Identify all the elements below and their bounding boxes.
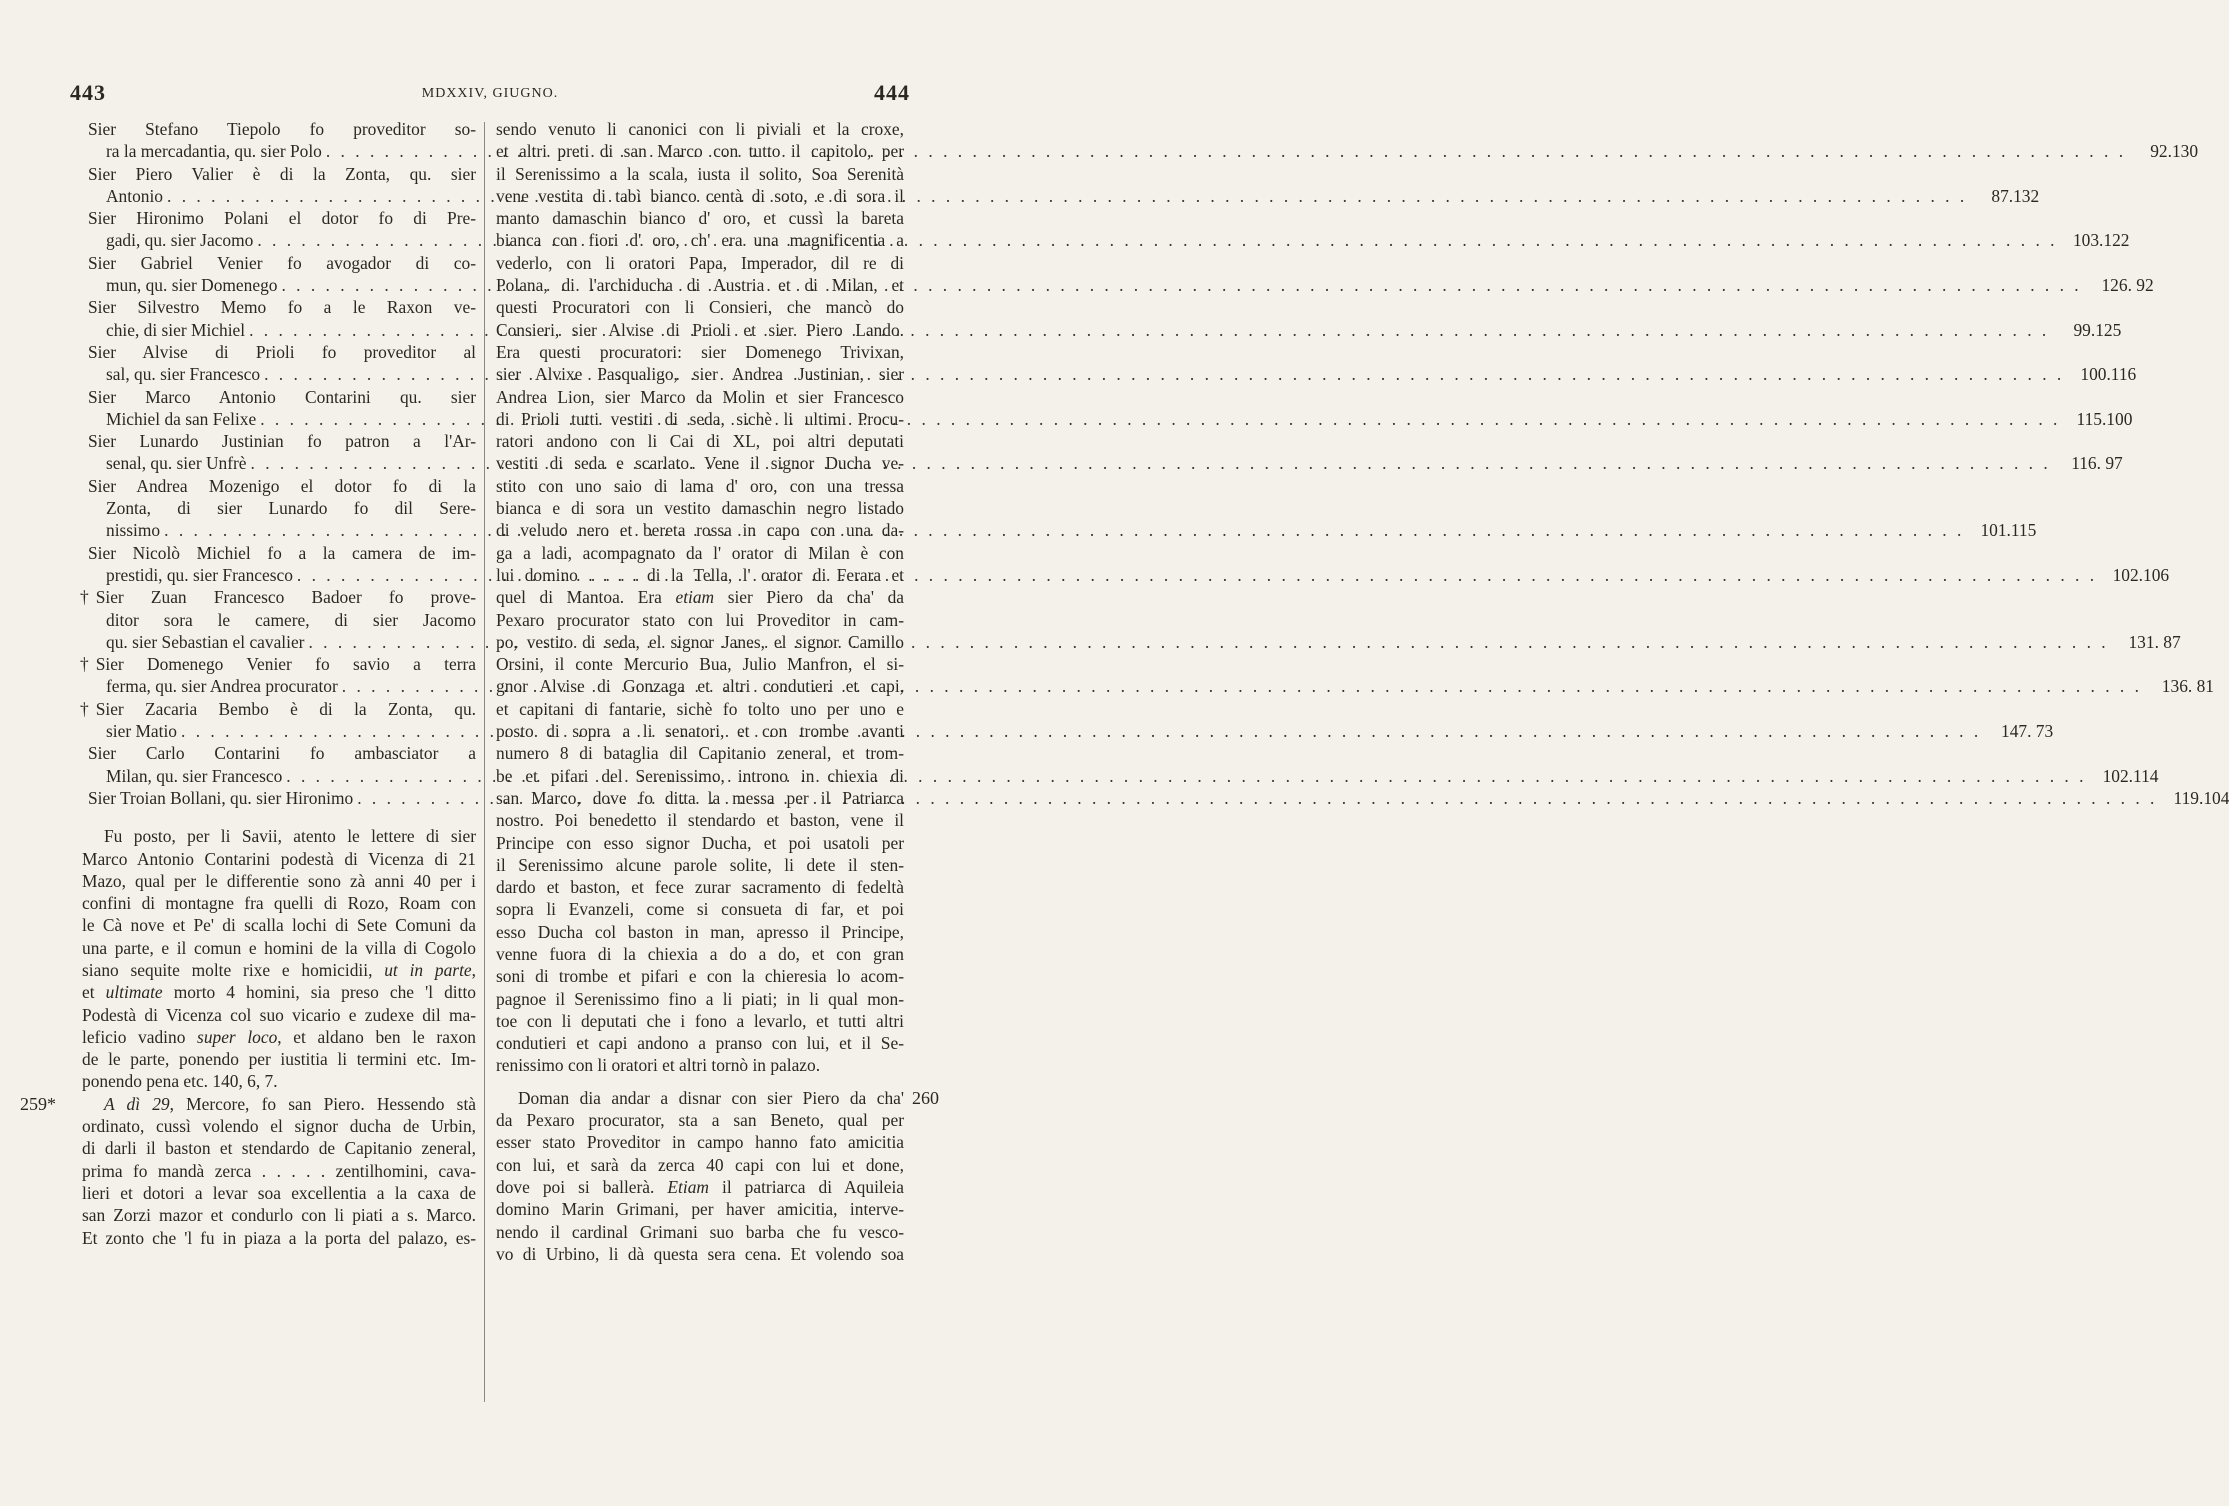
entry-text: sier Matio xyxy=(106,721,177,742)
text-line: nendo il cardinal Grimani suo barba che fu vesco- xyxy=(496,1221,904,1242)
text-line: ponendo pena etc. 140, 6, 7. xyxy=(82,1071,278,1092)
right-column xyxy=(496,118,904,1265)
text-line: sopra li Evanzeli, come si consueta di far, et poi xyxy=(496,899,904,920)
entry-text: Sier Zuan Francesco Badoer fo prove- xyxy=(95,587,476,608)
entry-line xyxy=(82,542,476,564)
text-line: Pexaro procurator stato con lui Proveditor in cam- xyxy=(496,609,904,630)
entry-text: Sier Stefano Tiepolo fo proveditor so- xyxy=(88,119,476,139)
text-line: Mazo, qual per le differentie sono zà anni 40 per i xyxy=(82,870,476,891)
entry-line xyxy=(82,118,476,140)
entry-text: Sier Carlo Contarini fo ambasciator a xyxy=(88,743,476,764)
text-line: nostro. Poi benedetto il stendardo et baston, vene il xyxy=(496,810,904,831)
page-number-right: 444 xyxy=(874,80,910,105)
text-line: stito con uno saio di lama d' oro, con una tressa xyxy=(496,475,904,496)
left-paragraph-1 xyxy=(82,825,476,1093)
right-paragraph-1 xyxy=(496,118,904,1077)
entry-line xyxy=(82,475,476,497)
entry-text: Zonta, di sier Lunardo fo dil Sere- xyxy=(106,498,476,519)
entry-text: mun, qu. sier Domenego xyxy=(106,275,278,296)
dot-leader xyxy=(164,519,1964,541)
text-line: condutieri et capi andono a pranso con lui, et il Se- xyxy=(496,1033,904,1054)
dagger-mark: † xyxy=(80,698,89,719)
vote-count: 136. 81 xyxy=(2161,676,2214,697)
text-line: et ultimate morto 4 homini, sia preso che 'l ditto xyxy=(82,982,476,1003)
entry-text: Sier Hironimo Polani el dotor fo di Pre- xyxy=(88,208,476,229)
entry-text: Sier Nicolò Michiel fo a la camera de im- xyxy=(88,542,476,563)
text-line: Et zonto che 'l fu in piaza a la porta del palazo, es- xyxy=(82,1227,476,1248)
vote-count: 87.132 xyxy=(1991,185,2040,206)
entry-line xyxy=(82,296,476,318)
text-line: ga a ladi, acompagnato da l' orator di Milan è con xyxy=(496,542,904,563)
entry-text: Sier Marco Antonio Contarini qu. sier xyxy=(88,386,476,407)
text-line: ordinato, cussì volendo el signor ducha de Urbin, xyxy=(82,1116,476,1137)
entry-text: Sier Piero Valier è di la Zonta, qu. sier xyxy=(88,163,476,184)
text-line: dove poi si ballerà. Etiam il patriarca di Aquileia xyxy=(496,1176,904,1197)
text-line: il Serenissimo alcune parole solite, li dete il sten- xyxy=(496,854,904,875)
entry-text: ra la mercadantia, qu. sier Polo xyxy=(106,141,322,162)
text-line: vederlo, con li oratori Papa, Imperador, dil re di xyxy=(496,252,904,273)
entry-text: Antonio xyxy=(106,185,164,206)
text-line: questi Procuratori con li Consieri, che mancò do xyxy=(496,297,904,318)
text-line: Polana, di l'archiducha di Austria et di Milan, et xyxy=(496,275,904,296)
entry-line xyxy=(82,430,476,452)
entry-line xyxy=(82,698,476,720)
text-line: de le parte, ponendo per iustitia li termini etc. Im- xyxy=(82,1049,476,1070)
text-line: sier Alvixe Pasqualigo, sier Andrea Justinian, sier xyxy=(496,364,904,385)
text-line: bianca e di sora un vestito damaschin negro listado xyxy=(496,498,904,519)
text-line: A dì 29, Mercore, fo san Piero. Hessendo stà xyxy=(104,1093,476,1114)
text-line: di veludo nero et bereta rossa in capo con una da- xyxy=(496,520,904,541)
entry-text: Sier Gabriel Venier fo avogador di co- xyxy=(88,252,476,273)
entry-text: Sier Troian Bollani, qu. sier Hironimo xyxy=(88,787,354,808)
text-line: san Marco, dove fo ditta la messa per il Patriarca xyxy=(496,787,904,808)
text-line: di Prioli tutti vestiti di seda, sichè li ultimi Procu- xyxy=(496,408,904,429)
vote-count: 102.106 xyxy=(2112,564,2170,585)
entry-line xyxy=(82,163,476,185)
text-line: Orsini, il conte Mercurio Bua, Julio Manfron, el si- xyxy=(496,654,904,675)
vote-count: 131. 87 xyxy=(2128,631,2181,652)
text-line: bianca con fiori d' oro, ch' era una magnificentia a xyxy=(496,230,904,251)
text-line: ratori andono con li Cai di XL, poi altri deputati xyxy=(496,431,904,452)
text-line: sendo venuto li canonici con li piviali et la croxe, xyxy=(496,119,904,139)
text-line: Consieri, sier Alvise di Prioli et sier Piero Lando. xyxy=(496,319,904,340)
text-line: di darli il baston et stendardo de Capitanio zeneral, xyxy=(82,1138,476,1159)
text-line: Fu posto, per li Savii, atento le lettere di sier xyxy=(104,826,476,847)
entry-text: qu. sier Sebastian el cavalier xyxy=(106,631,305,652)
entry-text: chie, di sier Michiel xyxy=(106,319,246,340)
vote-count: 119.104 xyxy=(2173,787,2229,808)
running-head xyxy=(70,80,910,110)
text-line: confini di montagne fra quelli di Rozo, Roam con xyxy=(82,893,476,914)
entry-text: Michiel da san Felixe xyxy=(106,408,257,429)
vote-count: 100.116 xyxy=(2080,364,2137,385)
text-line: Doman dia andar a disnar con sier Piero da cha' xyxy=(518,1087,904,1108)
margin-note-left: 259* xyxy=(20,1093,56,1114)
entry-line xyxy=(82,386,476,408)
entry-text: Milan, qu. sier Francesco xyxy=(106,765,283,786)
text-line: pagnoe il Serenissimo fino a li piati; in li qual mon- xyxy=(496,988,904,1009)
entry-line xyxy=(82,742,476,764)
vote-count: 126. 92 xyxy=(2101,275,2154,296)
text-line: numero 8 di bataglia dil Capitanio zeneral, et trom- xyxy=(496,743,904,764)
entry-text: senal, qu. sier Unfrè xyxy=(106,453,247,474)
text-line: posto di sopra a li senatori, et con trombe avanti xyxy=(496,721,904,742)
entry-text: Sier Silvestro Memo fo a le Raxon ve- xyxy=(88,297,476,318)
text-line: gnor Alvise di Gonzaga et altri condutieri et capi, xyxy=(496,676,904,697)
text-line: san Zorzi mazor et condurlo con li piati a s. Marco. xyxy=(82,1205,476,1226)
entry-text: ditor sora le camere, di sier Jacomo xyxy=(106,609,476,630)
text-line: le Cà nove et Pe' di scalla lochi di Sete Comuni da xyxy=(82,915,476,936)
text-line: Era questi procuratori: sier Domenego Trivixan, xyxy=(496,341,904,362)
running-title: MDXXIV, GIUGNO. xyxy=(421,86,559,101)
vote-count: 99.125 xyxy=(2073,319,2122,340)
entry-line xyxy=(82,497,476,519)
text-line: soni di trombe et pifari e con la chieresia lo acom- xyxy=(496,966,904,987)
text-line: da Pexaro procurator, sta a san Beneto, qual per xyxy=(496,1110,904,1131)
entry-text: Sier Alvise di Prioli fo proveditor al xyxy=(88,341,476,362)
vote-count: 147. 73 xyxy=(2001,721,2054,742)
entry-text: Sier Domenego Venier fo savio a terra xyxy=(95,654,476,675)
entry-line xyxy=(82,586,476,608)
text-line: lui domino . . . . di la Tella, l' orator di Ferara et xyxy=(496,564,904,585)
spacer xyxy=(82,809,476,825)
text-line: con lui, et sarà da zerca 40 capi con lui et done, xyxy=(496,1154,904,1175)
vote-count: 116. 97 xyxy=(2071,453,2123,474)
text-line: dardo et baston, et fece zurar sacramento di fedeltà xyxy=(496,877,904,898)
entry-line xyxy=(82,207,476,229)
text-line: esso Ducha col baston in man, apresso il Principe, xyxy=(496,921,904,942)
vote-count: 115.100 xyxy=(2076,408,2133,429)
text-line: be et pifari del Serenissimo, introno in chiexia di xyxy=(496,765,904,786)
text-line: manto damaschin bianco d' oro, et cussì la bareta xyxy=(496,208,904,229)
vote-count: 92.130 xyxy=(2150,141,2199,162)
dot-leader xyxy=(167,185,1967,207)
text-line: una parte, e il comun e homini de la villa di Cogolo xyxy=(82,937,476,958)
page-number-left: 443 xyxy=(70,80,106,105)
vote-count: 101.115 xyxy=(1980,520,2037,541)
text-line: vestiti di seda e scarlato. Vene il signor Ducha ve- xyxy=(496,453,904,474)
entry-text: Sier Zacaria Bembo è di la Zonta, qu. xyxy=(95,698,476,719)
text-line: esser stato Proveditor in campo hanno fato amicitia xyxy=(496,1132,904,1153)
text-line: Principe con esso signor Ducha, et poi usatoli per xyxy=(496,832,904,853)
entry-text: gadi, qu. sier Jacomo xyxy=(106,230,254,251)
text-line: lieri et dotori a levar soa excellentia a la caxa de xyxy=(82,1182,476,1203)
dagger-mark: † xyxy=(80,654,89,675)
text-line: renissimo con li oratori et altri tornò in palazo. xyxy=(496,1055,821,1076)
text-line: po, vestito di seda, el signor Janes, el signor Camillo xyxy=(496,631,904,652)
entry-text: nissimo xyxy=(106,520,161,541)
entry-line xyxy=(82,609,476,631)
text-line: quel di Mantoa. Era etiam sier Piero da cha' da xyxy=(496,587,905,608)
entry-line xyxy=(82,252,476,274)
entry-text: prestidi, qu. sier Francesco xyxy=(106,564,293,585)
text-line: venne fuora di la chiexia a do a do, et con gran xyxy=(496,943,904,964)
dot-leader xyxy=(181,720,1981,742)
text-line: Marco Antonio Contarini podestà di Vicenza di 21 xyxy=(82,848,476,869)
text-line: vene vestita di tabì bianco centà di soto, e di sora il xyxy=(496,185,904,206)
text-line: leficio vadino super loco, et aldano ben le raxon xyxy=(82,1026,477,1047)
margin-note-right: 260 xyxy=(912,1087,939,1108)
text-line: Andrea Lion, sier Marco da Molin et sier Francesco xyxy=(496,386,904,407)
column-divider xyxy=(484,122,485,1402)
text-line: toe con li deputati che i fono a levarlo, et tutti altri xyxy=(496,1010,904,1031)
text-line: vo di Urbino, li dà questa sera cena. Et volendo soa xyxy=(496,1243,904,1264)
vote-count: 103.122 xyxy=(2072,230,2130,251)
entry-text: Sier Lunardo Justinian fo patron a l'Ar- xyxy=(88,431,476,452)
dagger-mark: † xyxy=(80,587,89,608)
text-line: et altri preti di san Marco con tutto il capitolo, per xyxy=(496,141,904,162)
text-line: Podestà di Vicenza col suo vicario e zudexe dil ma- xyxy=(82,1004,476,1025)
text-line: domino Marin Grimani, per haver amicitia, interve- xyxy=(496,1199,904,1220)
entry-text: sal, qu. sier Francesco xyxy=(106,364,261,385)
left-paragraph-2 xyxy=(82,1093,476,1249)
text-line: prima fo mandà zerca . . . . . zentilhomini, cava- xyxy=(82,1160,476,1181)
vote-count: 102.114 xyxy=(2102,765,2159,786)
entry-text: ferma, qu. sier Andrea procurator xyxy=(106,676,338,697)
text-line: il Serenissimo a la scala, iusta il solito, Soa Serenità xyxy=(496,163,904,184)
entry-line xyxy=(82,653,476,675)
entry-line xyxy=(82,341,476,363)
text-line: et capitani di fantarie, sichè fo tolto uno per uno e xyxy=(496,698,904,719)
text-line: siano sequite molte rixe e homicidii, ut in parte, xyxy=(82,959,476,980)
entry-text: Sier Andrea Mozenigo el dotor fo di la xyxy=(88,475,476,496)
right-paragraph-2 xyxy=(496,1087,904,1265)
